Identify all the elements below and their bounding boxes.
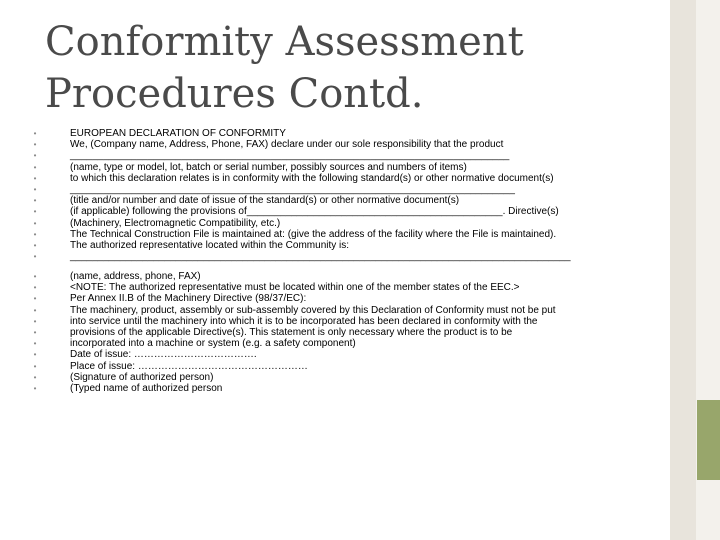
bullet-icon: •	[33, 207, 37, 217]
bullet-icon: •	[33, 383, 37, 393]
bullet-icon: •	[33, 305, 37, 315]
list-item	[30, 218, 670, 229]
list-item-text: to which this declaration relates is in conformity with the following standard(s) or other normative document(s)	[70, 172, 554, 184]
list-item	[30, 361, 670, 372]
list-item	[30, 271, 670, 282]
bullet-icon: •	[33, 316, 37, 326]
list-item-text: _______________________________________________________________________________	[70, 150, 510, 162]
list-item-text: into service until the machinery into which it is to be incorporated has been declared in conformity with the	[70, 315, 538, 327]
list-item	[30, 338, 670, 349]
list-item-text: incorporated into a machine or system (e.g. a safety component)	[70, 338, 356, 350]
list-item	[30, 305, 670, 316]
list-item	[30, 293, 670, 304]
list-item-text: <NOTE: The authorized representative must be located within one of the member states of the EEC.>	[70, 282, 520, 294]
bullet-icon: •	[33, 184, 37, 194]
list-item	[30, 229, 670, 240]
list-item	[30, 282, 670, 293]
bullet-icon: •	[33, 151, 37, 161]
bullet-icon: •	[33, 162, 37, 172]
list-item	[30, 150, 670, 161]
list-item-text: The authorized representative located within the Community is:	[70, 239, 350, 251]
list-item	[30, 184, 670, 195]
list-item	[30, 349, 670, 360]
list-item-text: ________________________________________________________________________________	[70, 183, 515, 195]
bullet-icon: •	[33, 272, 37, 282]
list-item-text: Place of issue: ……………………………………………	[70, 360, 308, 372]
bullet-icon: •	[33, 240, 37, 250]
list-item-text: (Machinery, Electromagnetic Compatibility, etc.)	[70, 217, 281, 229]
decorative-green-block	[697, 400, 720, 480]
list-item-text: Date of issue: ……………………………….	[70, 349, 257, 361]
bullet-icon: •	[33, 129, 37, 138]
bullet-icon: •	[33, 196, 37, 206]
list-item-text: The Technical Construction File is maintained at: (give the address of the facility where the File is maintained).	[70, 228, 557, 240]
list-item	[30, 327, 670, 338]
list-item	[30, 383, 670, 394]
list-item	[30, 173, 670, 184]
list-item	[30, 162, 670, 173]
list-item	[30, 316, 670, 327]
list-item-text: __________________________________________________________________________________________	[70, 251, 571, 263]
list-item-text: (title and/or number and date of issue of the standard(s) or other normative document(s)	[70, 195, 460, 207]
list-item-text: (if applicable) following the provisions of______________________________________________. Directive(s)	[70, 206, 559, 218]
bullet-icon: •	[33, 252, 37, 262]
bullet-icon: •	[33, 173, 37, 183]
bullet-icon: •	[33, 372, 37, 382]
bullet-icon: •	[33, 140, 37, 150]
list-item	[30, 372, 670, 383]
bullet-icon: •	[33, 229, 37, 239]
bullet-icon: •	[33, 361, 37, 371]
list-item	[30, 128, 670, 139]
decorative-accent-bar	[670, 0, 696, 540]
bullet-icon: •	[33, 283, 37, 293]
list-item-text: The machinery, product, assembly or sub-assembly covered by this Declaration of Conformity must not be put	[70, 304, 556, 316]
list-item	[30, 251, 670, 271]
list-item-text: Per Annex II.B of the Machinery Directive (98/37/EC):	[70, 293, 307, 305]
list-item-text: (Typed name of authorized person	[70, 382, 223, 394]
list-item-text: EUROPEAN DECLARATION OF CONFORMITY	[70, 128, 286, 139]
list-item-text: (name, address, phone, FAX)	[70, 271, 201, 283]
bullet-icon: •	[33, 328, 37, 337]
slide-title: Conformity Assessment Procedures Contd.	[45, 19, 524, 117]
list-item-text: (name, type or model, lot, batch or serial number, possibly sources and numbers of items)	[70, 161, 467, 173]
bullet-icon: •	[33, 350, 37, 360]
bullet-icon: •	[33, 218, 37, 228]
list-item	[30, 240, 670, 251]
list-item	[30, 206, 670, 217]
list-item	[30, 139, 670, 150]
bullet-icon: •	[33, 294, 37, 304]
list-item-text: (Signature of authorized person)	[70, 371, 214, 383]
list-item-text: We, (Company name, Address, Phone, FAX) declare under our sole responsibility that the product	[70, 139, 504, 151]
list-item-text: provisions of the applicable Directive(s). This statement is only necessary where the product is to be	[70, 327, 513, 338]
bullet-list	[30, 128, 670, 394]
list-item	[30, 195, 670, 206]
bullet-icon: •	[33, 339, 37, 349]
